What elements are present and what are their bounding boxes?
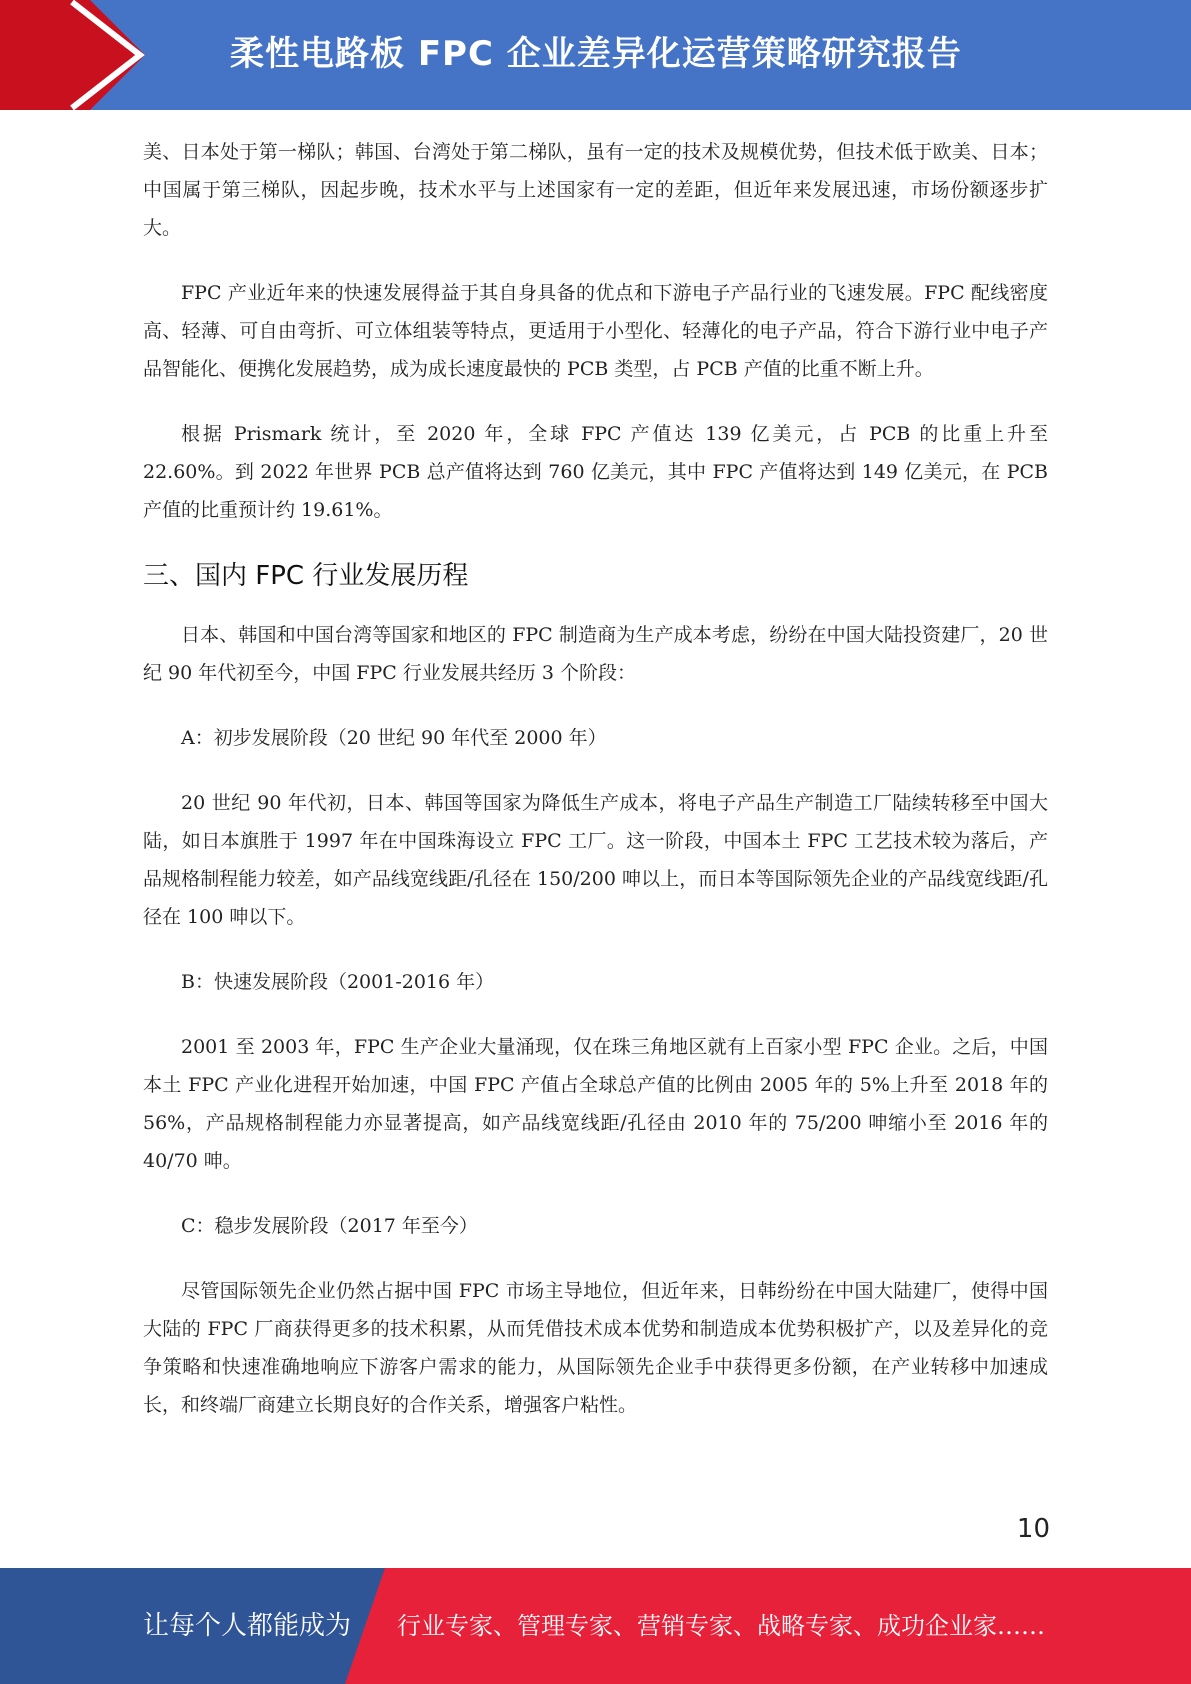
footer-slogan-left: 让每个人都能成为 [143,1611,352,1641]
stage-a-title: A：初步发展阶段（20 世纪 90 年代至 2000 年） [181,727,607,749]
stage-b-title: B：快速发展阶段（2001-2016 年） [181,971,495,993]
paragraph: 日本、韩国和中国台湾等国家和地区的 FPC 制造商为生产成本考虑，纷纷在中国大陆投资建厂，20 世纪 90 年代初至今，中国 FPC 行业发展共经历 3 个阶段： [143,624,1048,684]
page-header [0,0,1191,110]
stage-b-text: 2001 至 2003 年，FPC 生产企业大量涌现，仅在珠三角地区就有上百家小型 FPC 企业。之后，中国本土 FPC 产业化进程开始加速，中国 FPC 产值占全球总产值的比例由 2005 年的 5%上升至 2018 年的 56%，产品规格制程能力亦显著提高，如产品线宽线距/孔径由 2010 年的 75/200 呻缩小至 2016 年的 40/70 呻。 [143,1036,1048,1172]
section-heading: 三、国内 FPC 行业发展历程 [143,561,469,591]
report-title: 柔性电路板 FPC 企业差异化运营策略研究报告 [230,34,962,74]
stage-a-text: 20 世纪 90 年代初，日本、韩国等国家为降低生产成本，将电子产品生产制造工厂陆续转移至中国大陆，如日本旗胜于 1997 年在中国珠海设立 FPC 工厂。这一阶段，中国本土 FPC 工艺技术较为落后，产品规格制程能力较差，如产品线宽线距/孔径在 150/200 呻以上，而日本等国际领先企业的产品线宽线距/孔径在 100 呻以下。 [143,792,1048,928]
stage-c-title: C：稳步发展阶段（2017 年至今） [181,1215,478,1237]
page-footer [0,1568,1191,1684]
footer-slogan-right: 行业专家、管理专家、营销专家、战略专家、成功企业家…… [397,1612,1045,1640]
document-body [143,133,1048,1451]
paragraph: FPC 产业近年来的快速发展得益于其自身具备的优点和下游电子产品行业的飞速发展。FPC 配线密度高、轻薄、可自由弯折、可立体组装等特点，更适用于小型化、轻薄化的电子产品，符合下游行业中电子产品智能化、便携化发展趋势，成为成长速度最快的 PCB 类型，占 PCB 产值的比重不断上升。 [143,282,1048,380]
stage-c-text: 尽管国际领先企业仍然占据中国 FPC 市场主导地位，但近年来，日韩纷纷在中国大陆建厂，使得中国大陆的 FPC 厂商获得更多的技术积累，从而凭借技术成本优势和制造成本优势积极扩产，以及差异化的竞争策略和快速准确地响应下游客户需求的能力，从国际领先企业手中获得更多份额，在产业转移中加速成长，和终端厂商建立长期良好的合作关系，增强客户粘性。 [143,1280,1048,1416]
paragraph: 根据 Prismark 统计，至 2020 年，全球 FPC 产值达 139 亿美元，占 PCB 的比重上升至 22.60%。到 2022 年世界 PCB 总产值将达到 760 亿美元，其中 FPC 产值将达到 149 亿美元，在 PCB 产值的比重预计约 19.61%。 [143,423,1048,521]
chevron-arrow-icon [0,0,160,110]
paragraph: 美、日本处于第一梯队；韩国、台湾处于第二梯队，虽有一定的技术及规模优势，但技术低于欧美、日本；中国属于第三梯队，因起步晚，技术水平与上述国家有一定的差距，但近年来发展迅速，市场份额逐步扩大。 [143,141,1048,239]
page-number: 10 [1016,1514,1050,1544]
